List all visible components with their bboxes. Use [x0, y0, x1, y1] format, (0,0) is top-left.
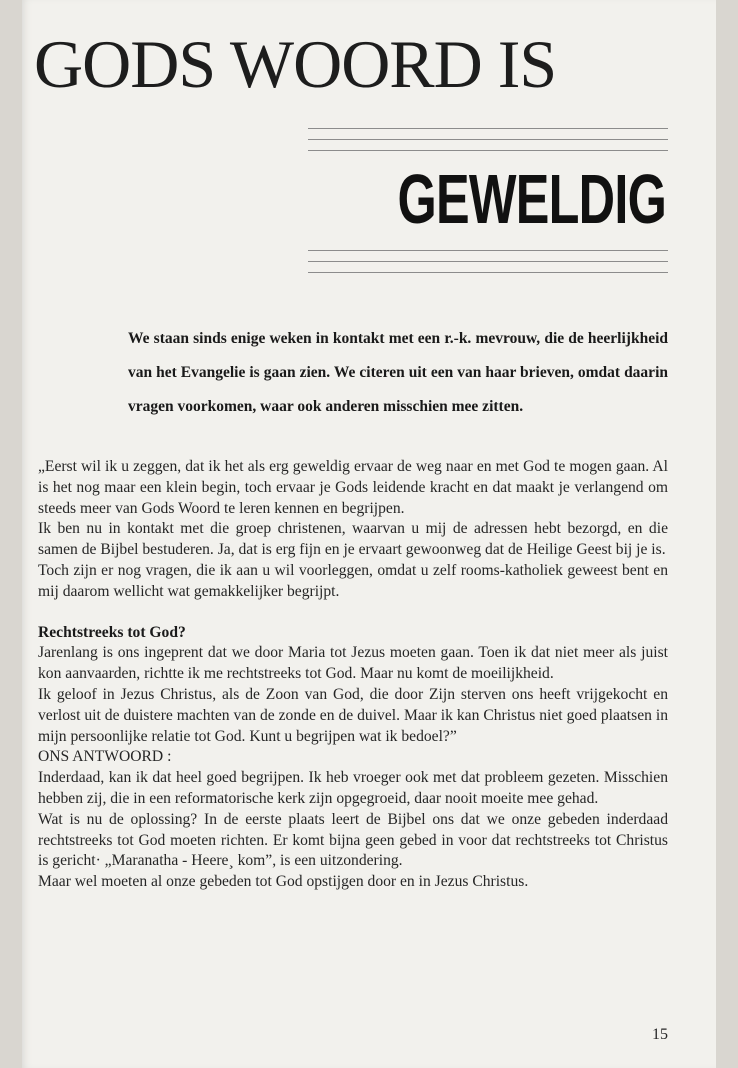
section-paragraph: Ik geloof in Jezus Christus, als de Zoon van God, die door Zijn sterven ons heeft vrijgekocht en verlost uit de duistere machten van de zonde en de duivel. Maar ik kan Christus niet goed plaatsen in mijn persoonlijke relatie tot God. Kunt u begrijpen wat ik bedoel?” — [38, 685, 668, 745]
magazine-page — [22, 0, 716, 1068]
intro-paragraph: We staan sinds enige weken in kontakt met een r.-k. mevrouw, die de heerlijkheid van het Evangelie is gaan zien. We citeren uit een van haar brieven, omdat daarin vragen voorkomen, waar ook anderen misschien mee zitten. — [128, 330, 668, 415]
rule-line — [308, 250, 668, 251]
page-number: 15 — [652, 1026, 668, 1043]
letter-paragraph: „Eerst wil ik u zeggen, dat ik het als erg geweldig ervaar de weg naar en met God te mogen gaan. Al is het nog maar een klein begin, toch ervaar je Gods leidende kracht en dat maakt je verlangend om steeds meer van Gods Woord te leren kennen en begrijpen. — [38, 458, 668, 517]
title-line-1: GODS WOORD IS — [34, 26, 557, 102]
letter-paragraph: Ik ben nu in kontakt met die groep christenen, waarvan u mij de adressen hebt bezorgd, en die samen de Bijbel bestuderen. Ja, dat is erg fijn en je ervaart gewoonweg dat de Heilige Geest bij je is. — [38, 520, 668, 559]
letter-paragraph: Toch zijn er nog vragen, die ik aan u wil voorleggen, omdat u zelf rooms-katholiek geweest bent en mij daarom wellicht wat gemakkelijker begrijpt. — [38, 561, 668, 600]
section-paragraph: Maar wel moeten al onze gebeden tot God opstijgen door en in Jezus Christus. — [38, 873, 529, 891]
section-paragraph: Wat is nu de oplossing? In de eerste plaats leert de Bijbel ons dat we onze gebeden inderdaad rechtstreeks tot God moeten richten. Er komt bijna geen gebed in voor dat rechtstreeks tot Christus is gericht· „Maranatha - Heere¸ kom”, is een uitzondering. — [38, 810, 668, 870]
section-heading: Rechtstreeks tot God? — [38, 623, 186, 641]
section-paragraph: Jarenlang is ons ingeprent dat we door Maria tot Jezus moeten gaan. Toen ik dat niet meer als juist kon aanvaarden, richtte ik me rechtstreeks tot God. Maar nu komt de moeilijkheid. — [38, 644, 668, 683]
rule-line — [308, 272, 668, 273]
answer-label: ONS ANTWOORD : — [38, 748, 172, 766]
article-body — [38, 457, 668, 893]
section-paragraph: Inderdaad, kan ik dat heel goed begrijpen. Ik heb vroeger ook met dat probleem gezeten. Misschien hebben zij, die in een reformatorische kerk zijn opgegroeid, daar nooit moeite mee gehad. — [38, 769, 668, 807]
rule-line — [308, 139, 668, 140]
rule-line — [308, 128, 668, 129]
title-line-2: GEWELDIG — [397, 160, 666, 238]
section-spacer — [38, 603, 668, 623]
rule-line — [308, 261, 668, 262]
rule-line — [308, 150, 668, 151]
